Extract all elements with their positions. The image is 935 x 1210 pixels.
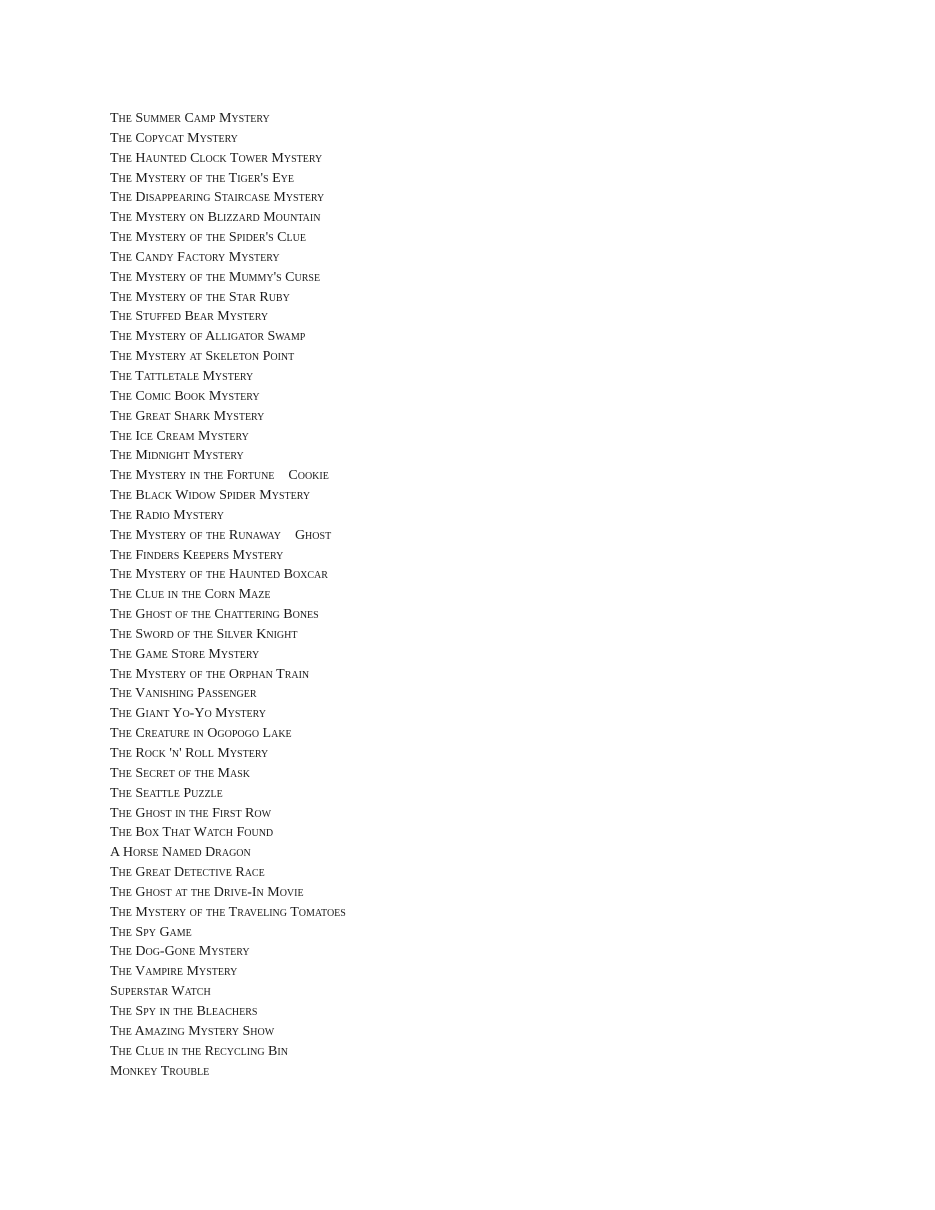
book-title-list [110, 109, 346, 1081]
list-item: The Candy Factory Mystery [110, 249, 280, 265]
list-item: The Mystery of the Traveling Tomatoes [110, 904, 346, 920]
list-item: The Mystery of the Haunted Boxcar [110, 567, 328, 583]
list-item: The Mystery of the Star Ruby [110, 289, 290, 305]
list-item: The Mystery of the Runaway Ghost [110, 527, 332, 543]
list-item: The Mystery of the Orphan Train [110, 666, 310, 682]
list-item: Superstar Watch [110, 984, 211, 1000]
list-item: The Spy in the Bleachers [110, 1003, 258, 1019]
list-item: The Secret of the Mask [110, 765, 251, 781]
list-item: The Mystery at Skeleton Point [110, 349, 295, 365]
list-item: The Spy Game [110, 924, 192, 940]
list-item: The Seattle Puzzle [110, 785, 223, 801]
list-item: The Creature in Ogopogo Lake [110, 726, 292, 742]
list-item: The Game Store Mystery [110, 646, 260, 662]
list-item: The Copycat Mystery [110, 130, 238, 146]
list-item: The Disappearing Staircase Mystery [110, 190, 325, 206]
list-item: The Dog-Gone Mystery [110, 944, 250, 960]
list-item: The Giant Yo-Yo Mystery [110, 706, 266, 722]
list-item: The Mystery on Blizzard Mountain [110, 210, 321, 226]
list-item: The Mystery of the Tiger's Eye [110, 170, 294, 186]
list-item: The Summer Camp Mystery [110, 111, 270, 126]
list-item: Monkey Trouble [110, 1063, 210, 1079]
list-item: The Mystery of the Spider's Clue [110, 230, 306, 246]
list-item: The Great Shark Mystery [110, 408, 265, 424]
list-item: The Ghost at the Drive-In Movie [110, 884, 304, 900]
list-item: The Finders Keepers Mystery [110, 547, 284, 563]
list-item: The Ghost of the Chattering Bones [110, 607, 319, 623]
list-item: The Amazing Mystery Show [110, 1023, 275, 1039]
list-item: The Haunted Clock Tower Mystery [110, 150, 323, 166]
list-item: The Midnight Mystery [110, 448, 244, 464]
list-item: The Comic Book Mystery [110, 388, 260, 404]
list-item: The Stuffed Bear Mystery [110, 309, 269, 325]
list-item: The Vanishing Passenger [110, 686, 257, 702]
list-item: The Radio Mystery [110, 507, 225, 523]
list-item: The Ice Cream Mystery [110, 428, 249, 444]
list-item: The Tattletale Mystery [110, 368, 254, 384]
list-item: The Mystery of the Mummy's Curse [110, 269, 321, 285]
list-item: The Mystery in the Fortune Cookie [110, 468, 329, 484]
list-item: The Great Detective Race [110, 865, 265, 881]
list-item: The Vampire Mystery [110, 964, 238, 980]
list-item: The Clue in the Recycling Bin [110, 1043, 288, 1059]
list-item: The Box That Watch Found [110, 825, 274, 841]
list-item: The Mystery of Alligator Swamp [110, 329, 306, 345]
list-item: A Horse Named Dragon [110, 845, 251, 861]
list-item: The Clue in the Corn Maze [110, 587, 271, 603]
list-item: The Sword of the Silver Knight [110, 626, 298, 642]
list-item: The Black Widow Spider Mystery [110, 488, 311, 504]
list-item: The Ghost in the First Row [110, 805, 272, 821]
list-item: The Rock 'n' Roll Mystery [110, 746, 269, 761]
